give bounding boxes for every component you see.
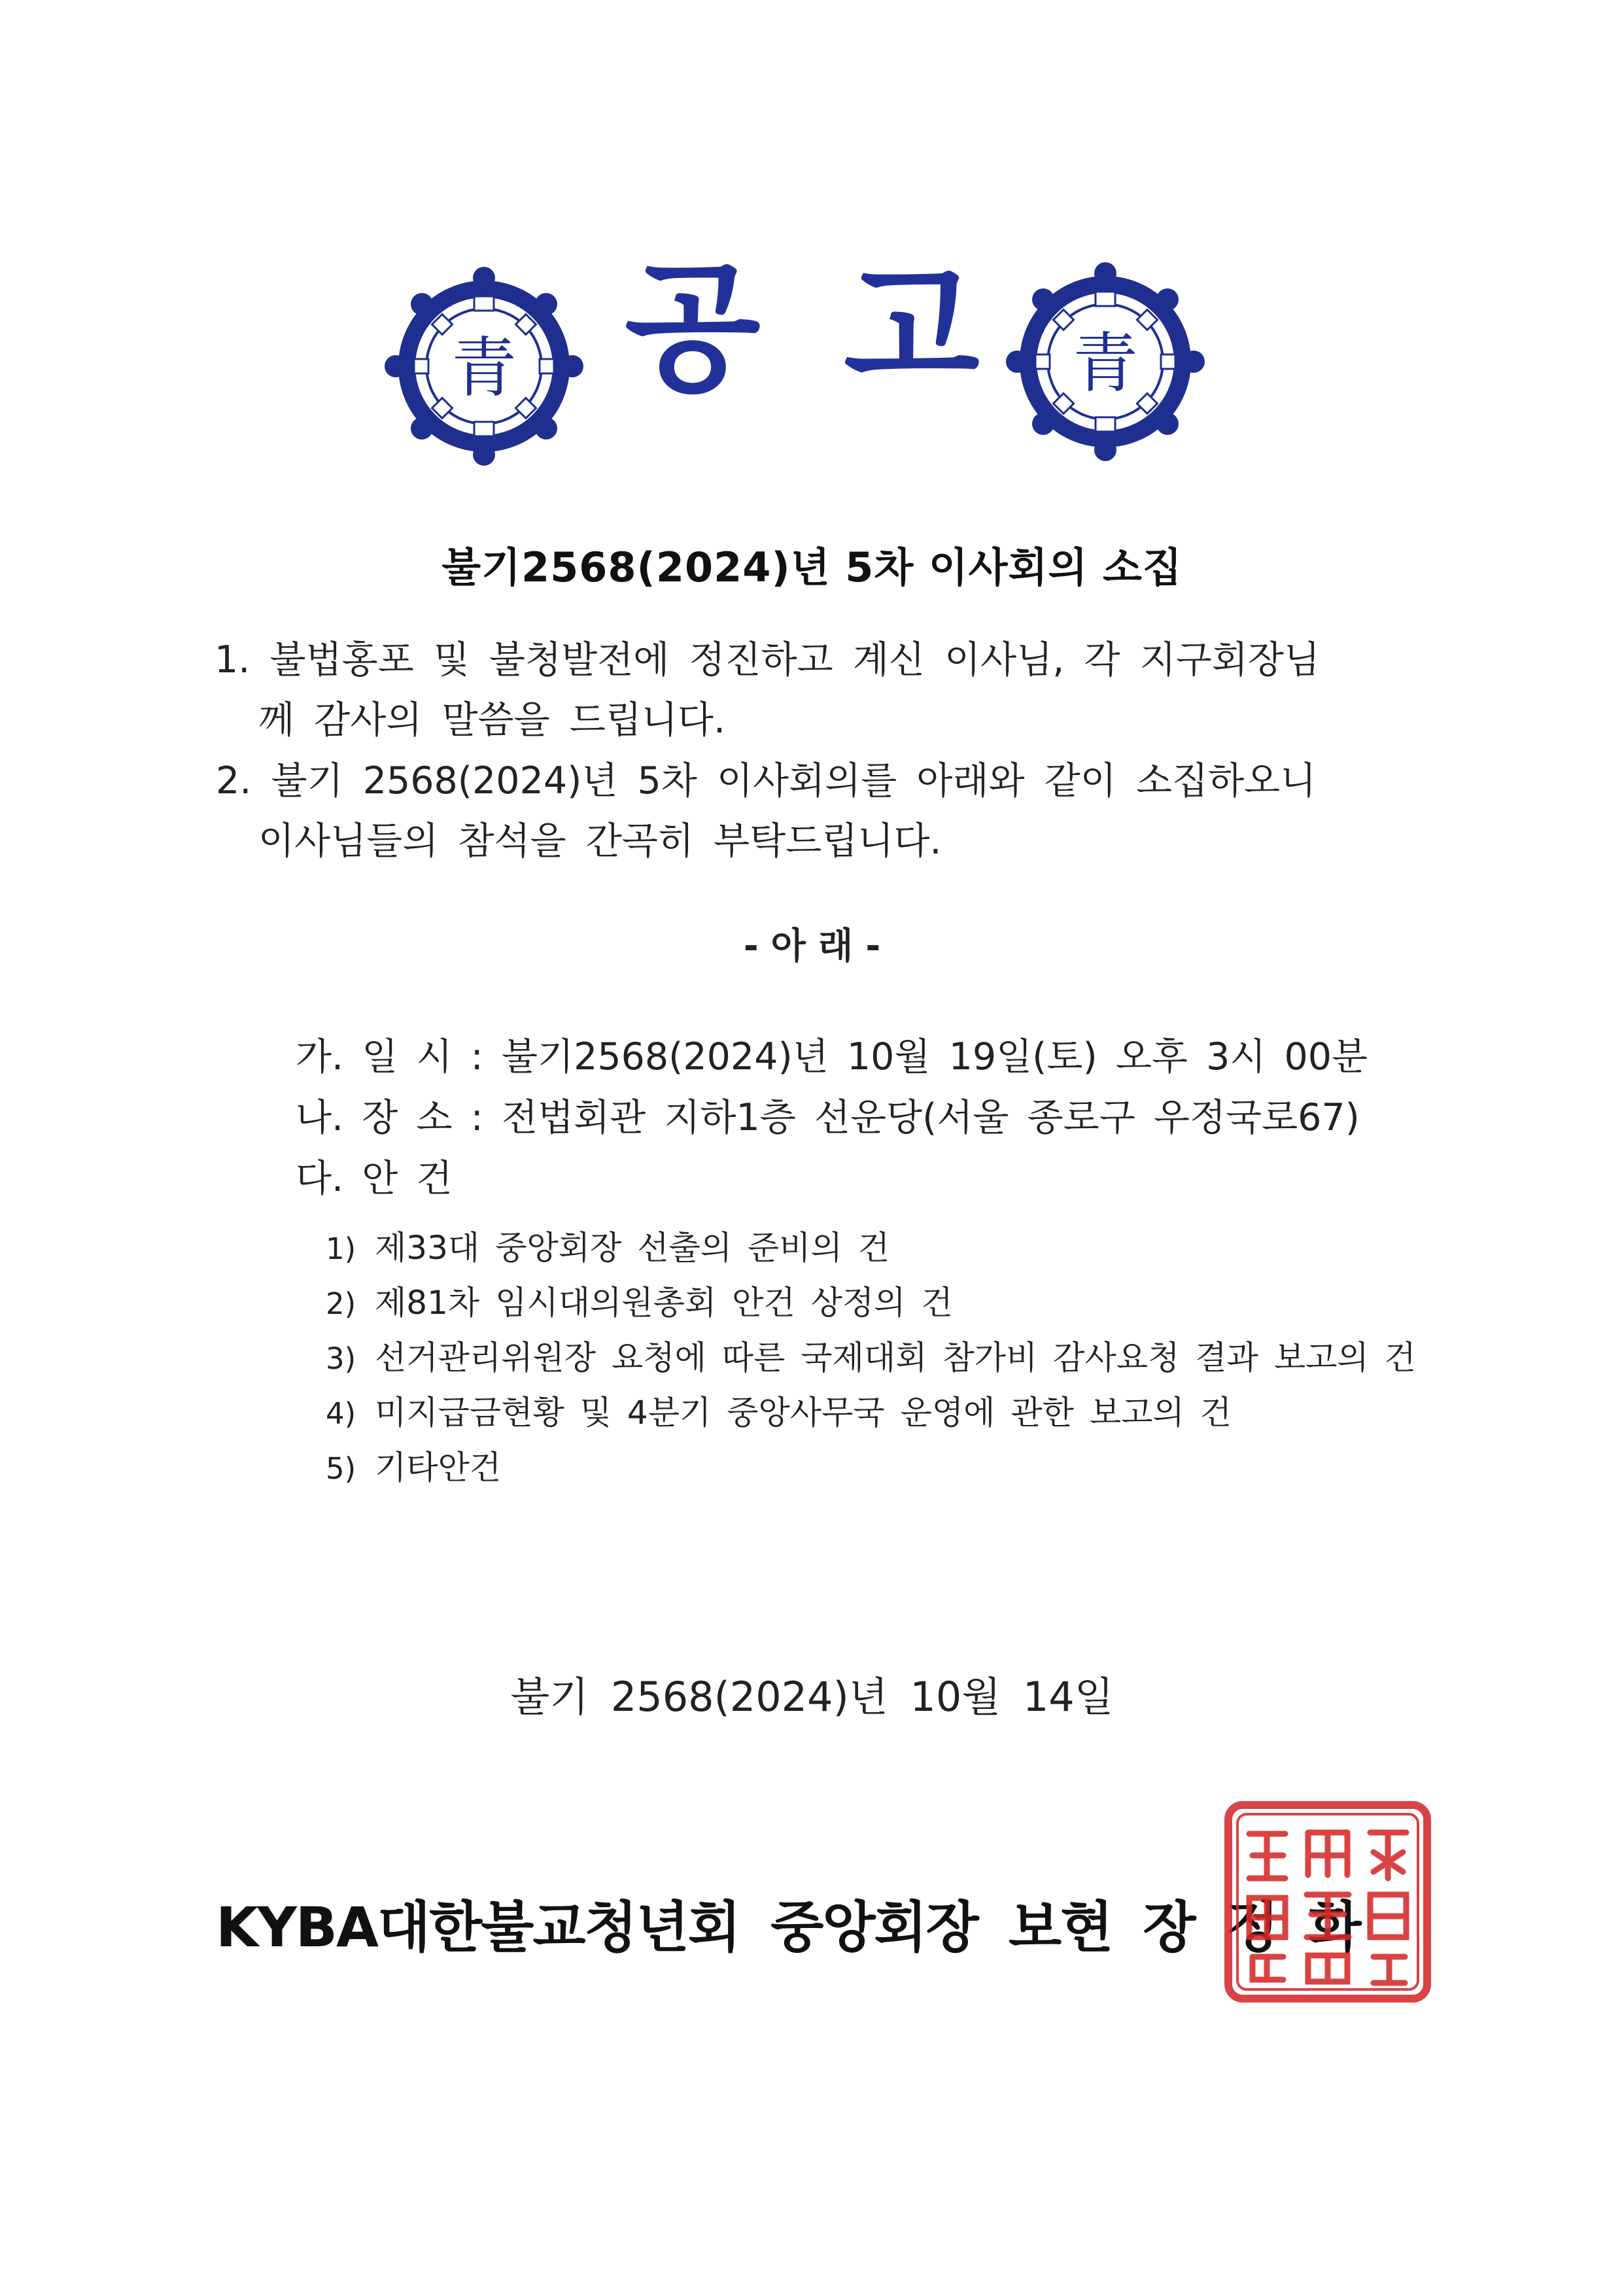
wheel-emblem-right-svg [1004,260,1207,463]
agenda-item-number: 1) [326,1231,356,1266]
emblem-char-right: 青 [1073,325,1138,402]
agenda-item-text: 선거관리위원장 요청에 따른 국제대회 참가비 감사요청 결과 보고의 건 [375,1339,1416,1377]
agenda-item [326,1386,1232,1434]
signature-line: KYBA대한불교청년회 중앙회장 보현 장 정 화 [216,1895,1360,1959]
paragraph-1-line-2: 께 감사의 말씀을 드립니다. [258,698,726,742]
paragraph-1-line-1: 1. 불법홍포 및 불청발전에 정진하고 계신 이사님, 각 지구회장님 [215,638,1320,681]
title-char-gong: 공 [625,247,761,411]
official-seal [1223,1800,1432,2004]
agenda-item-number: 3) [326,1341,356,1376]
agenda-item-text: 제33대 중앙회장 선출의 준비의 건 [375,1229,890,1267]
agenda-item-text: 기타안건 [375,1449,502,1487]
detail-location: 나. 장 소 : 전법회관 지하1층 선운당(서울 종로구 우정국로67) [296,1096,1360,1139]
detail-agenda-heading: 다. 안 건 [296,1157,453,1200]
agenda-item [326,1277,953,1324]
agenda-item-number: 5) [326,1451,356,1486]
title-char-go: 고 [844,247,980,411]
agenda-item [326,1441,501,1489]
agenda-item-text: 미지급금현황 및 4분기 중앙사무국 운영에 관한 보고의 건 [375,1394,1232,1432]
agenda-item-text: 제81차 임시대의원총회 안건 상정의 건 [375,1284,953,1322]
wheel-emblem-left-svg [383,265,585,468]
notice-heading: 불기2568(2024)년 5차 이사회의 소집 [441,543,1183,591]
agenda-item [326,1222,890,1269]
detail-datetime: 가. 일 시 : 불기2568(2024)년 10월 19일(토) 오후 3시 00분 [296,1035,1368,1078]
left-wheel-emblem [383,265,585,468]
below-label: - 아 래 - [743,925,881,967]
emblem-char-left: 青 [451,330,517,406]
paragraph-2-line-2: 이사님들의 참석을 간곡히 부탁드립니다. [258,819,942,863]
right-wheel-emblem [1004,260,1207,463]
agenda-item-number: 4) [326,1396,356,1431]
seal-svg [1223,1800,1432,2004]
paragraph-2-line-1: 2. 불기 2568(2024)년 5차 이사회의를 아래와 같이 소집하오니 [216,759,1317,802]
agenda-item-number: 2) [326,1286,356,1321]
issue-date: 불기 2568(2024)년 10월 14일 [510,1673,1114,1721]
agenda-item [326,1332,1416,1379]
